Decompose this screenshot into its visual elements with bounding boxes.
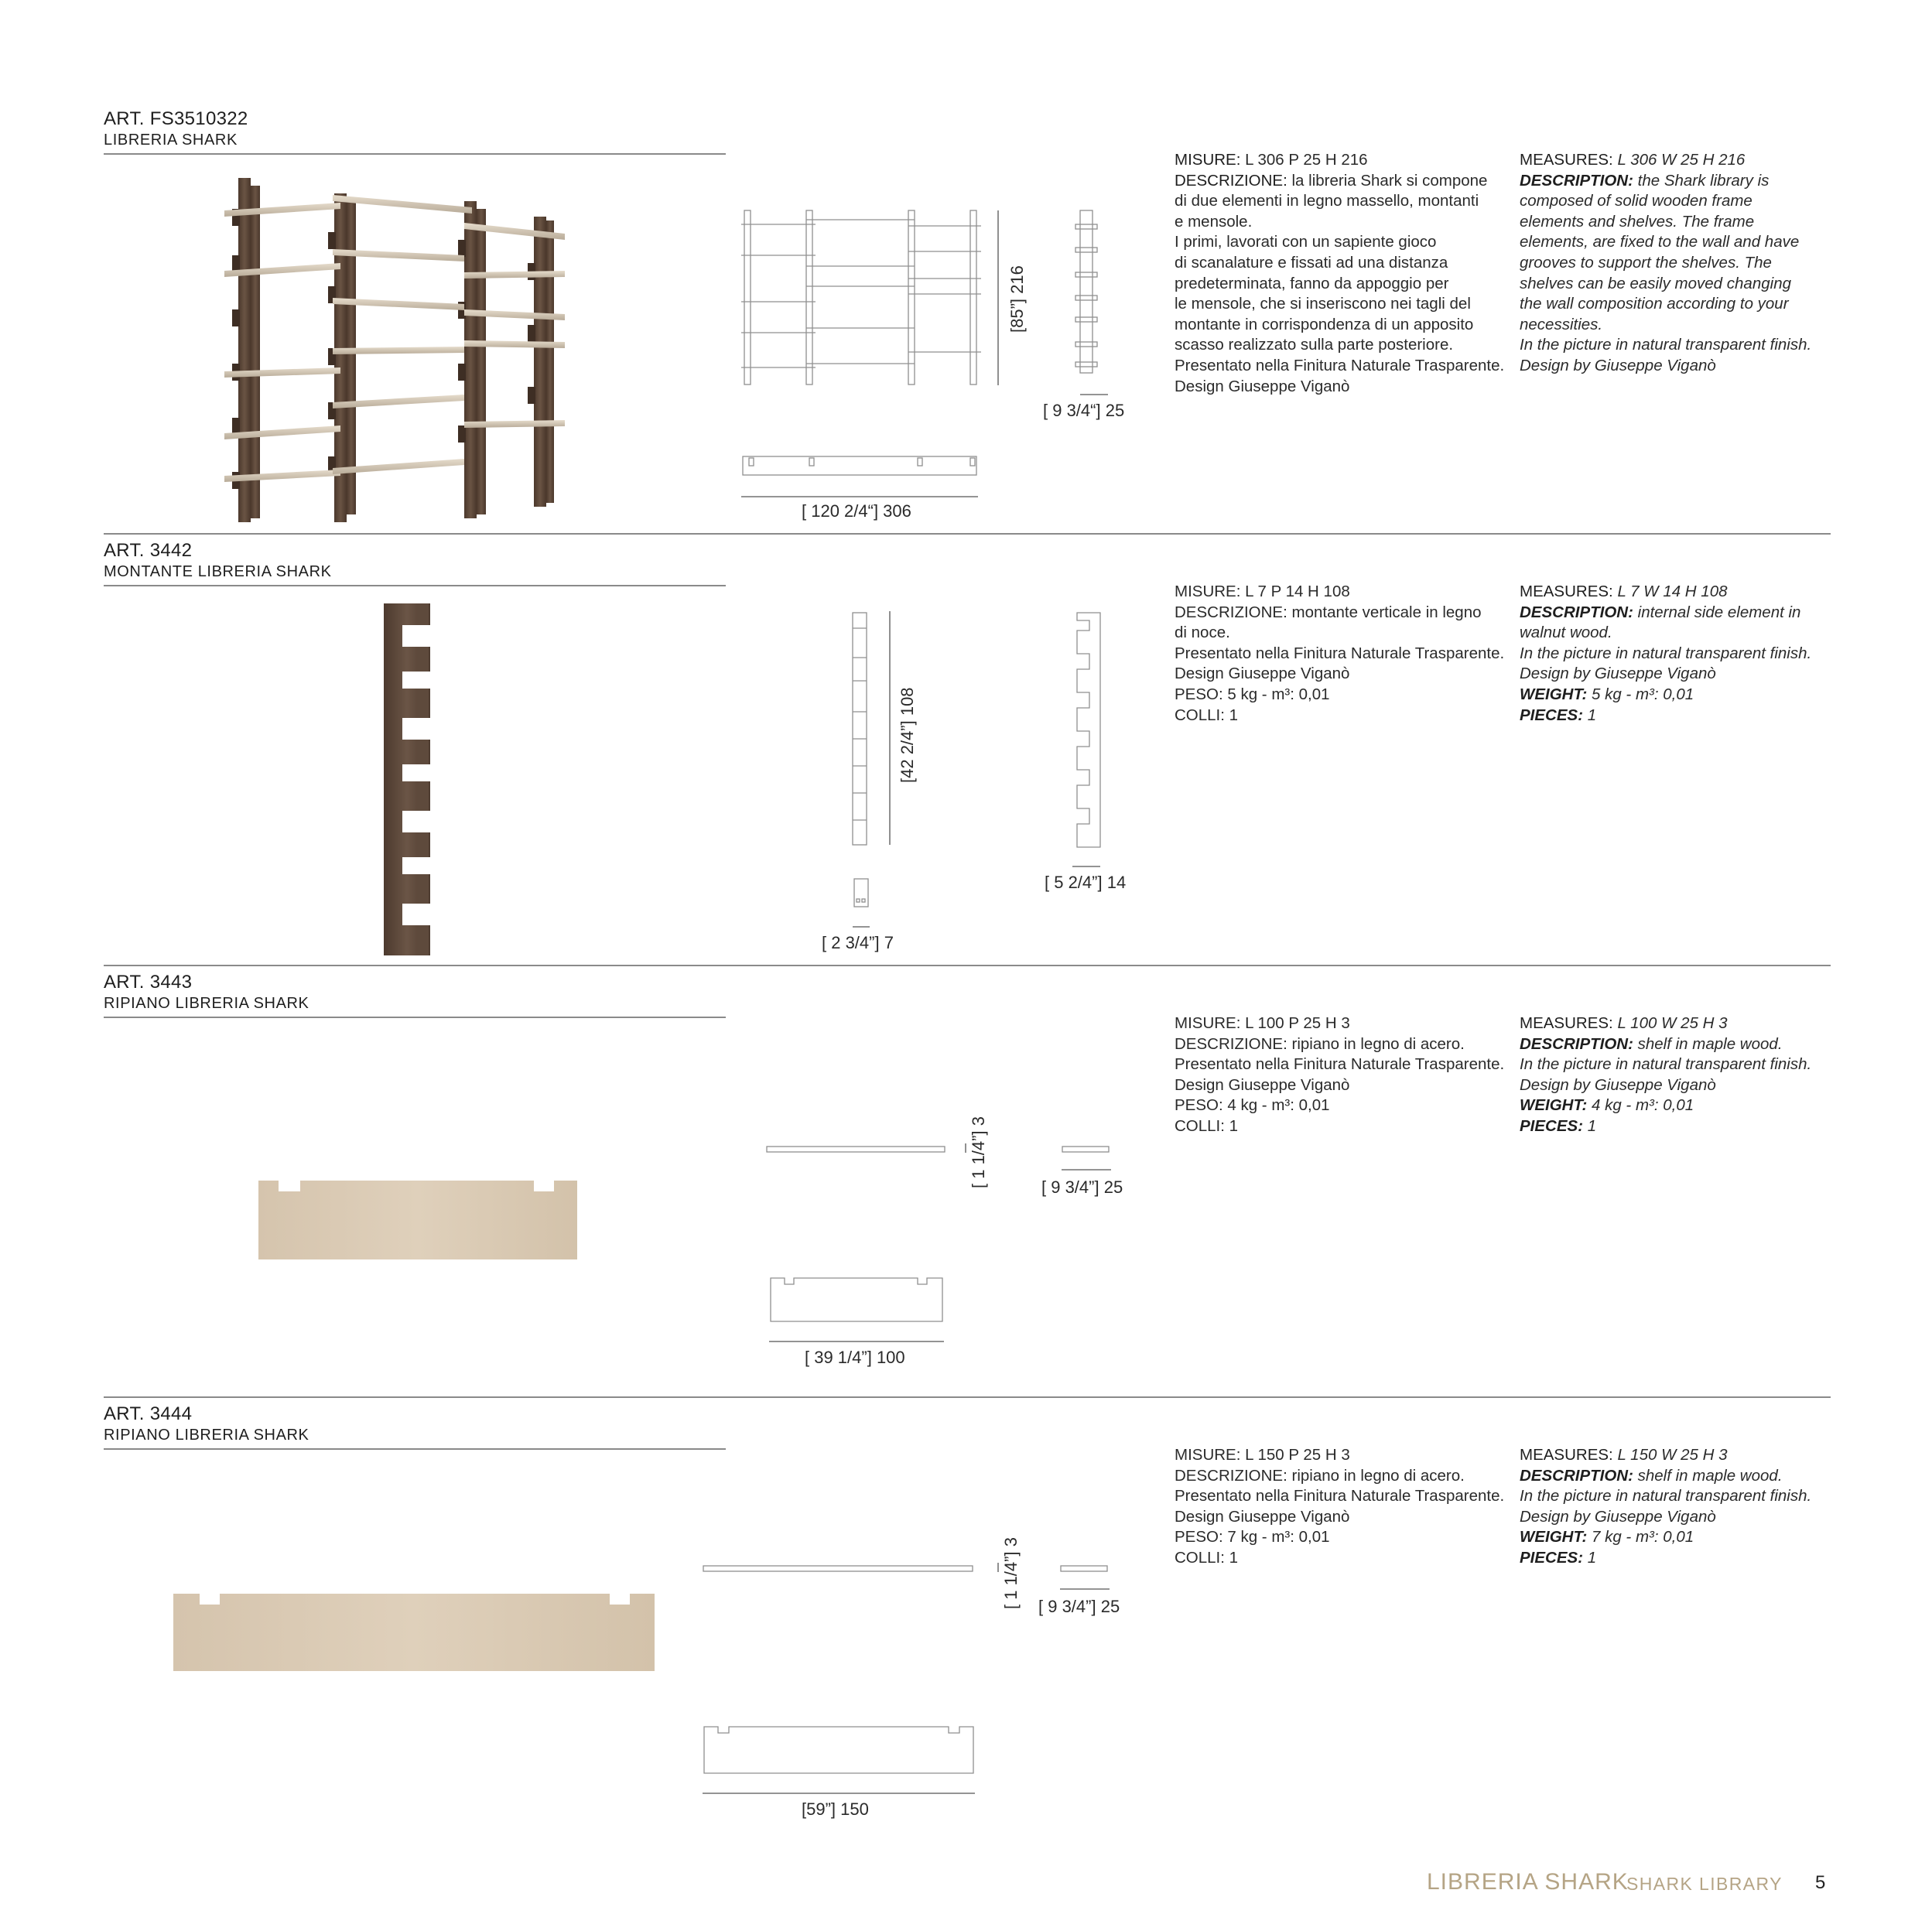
height-dimension-line [888,611,891,845]
value-measures: L 7 W 14 H 108 [1612,583,1728,600]
value-weight: 7 kg - m³: 0,01 [1587,1528,1694,1547]
label-colli: COLLI: [1175,1116,1225,1135]
desc-line: necessities. [1520,315,1603,333]
label-description: DESCRIPTION: [1520,603,1633,621]
label-weight: WEIGHT: [1520,1528,1588,1547]
label-colli: COLLI: [1175,706,1225,724]
label-measures: MEASURES: [1520,1446,1613,1464]
article-code: ART. 3442 [104,540,193,561]
desc-line: di scanalature e fissati ad una distanza [1175,253,1448,272]
section-rule [104,153,726,155]
desc-line: Design by Giuseppe Viganò [1520,1507,1716,1526]
label-weight: WEIGHT: [1520,685,1588,703]
desc-line: internal side element in [1633,603,1801,621]
desc-line: shelf in maple wood. [1633,1466,1783,1485]
section-rule [104,585,726,586]
desc-line: ripiano in legno di acero. [1287,1466,1465,1485]
label-measures: MEASURES: [1520,583,1613,600]
spec-italian [1175,1445,1505,1569]
desc-line: Design Giuseppe Viganò [1175,1075,1350,1094]
desc-line: Design by Giuseppe Viganò [1520,356,1716,374]
shelf-front-drawing [766,1145,945,1154]
desc-line: I primi, lavorati con un sapiente gioco [1175,233,1437,251]
desc-line: walnut wood. [1520,624,1612,642]
height-dimension: [ 1 1/4”] 3 [969,1116,988,1188]
label-descrizione: DESCRIZIONE: [1175,1034,1287,1053]
footer-subtitle: SHARK LIBRARY [1626,1874,1783,1894]
label-descrizione: DESCRIZIONE: [1175,1466,1287,1485]
shelf-side-drawing [1062,1145,1111,1154]
upright-photo [379,602,441,958]
depth-dimension: [ 9 3/4”] 25 [1038,1597,1120,1616]
depth-dimension-line [1080,393,1108,396]
shelf-150-photo [172,1589,656,1673]
page-number: 5 [1815,1872,1826,1893]
height-dimension: [42 2/4”] 108 [898,687,917,783]
desc-line: montante in corrispondenza di un apposito [1175,315,1474,333]
desc-line: Design Giuseppe Viganò [1175,665,1350,683]
depth-dimension-line [1060,1588,1110,1591]
shelf-plan-drawing [769,1277,944,1323]
upright-side-drawing [1072,611,1103,851]
label-colli: COLLI: [1175,1548,1225,1567]
desc-line: la libreria Shark si compone [1287,171,1488,190]
desc-line: montante verticale in legno [1287,603,1482,621]
value-peso: 5 kg - m³: 0,01 [1222,685,1330,703]
article-name: MONTANTE LIBRERIA SHARK [104,563,332,580]
value-pieces: 1 [1583,1548,1597,1567]
label-description: DESCRIPTION: [1520,1034,1633,1053]
width-dimension-line [769,1340,944,1343]
spec-english [1520,150,1837,377]
bookcase-photo [124,162,696,526]
upright-front-drawing [851,611,870,847]
label-description: DESCRIPTION: [1520,1466,1633,1485]
spec-italian [1175,582,1505,726]
label-misure: MISURE: [1175,1014,1241,1032]
spec-english [1520,1013,1837,1137]
value-measures: L 306 W 25 H 216 [1612,151,1746,169]
section-divider [104,1396,1831,1398]
shelf-100-photo [257,1176,579,1261]
value-measures: L 100 W 25 H 3 [1612,1014,1728,1032]
desc-line: Design by Giuseppe Viganò [1520,1075,1716,1094]
section-divider [104,965,1831,966]
label-misure: MISURE: [1175,151,1241,169]
height-dimension-line [964,1143,967,1153]
depth-dimension-line [1072,865,1100,868]
desc-line: Presentato nella Finitura Naturale Trasparente. [1175,1487,1505,1505]
side-elevation-drawing [1074,209,1105,375]
label-pieces: PIECES: [1520,1548,1584,1567]
desc-line: In the picture in natural transparent finish. [1520,1487,1812,1505]
label-description: DESCRIPTION: [1520,171,1633,190]
shelf-front-drawing [703,1564,975,1574]
desc-line: elements and shelves. The frame [1520,212,1755,231]
spec-italian [1175,150,1505,397]
upright-plan-drawing [853,877,870,908]
desc-line: elements, are fixed to the wall and have [1520,233,1800,251]
width-dimension: [ 2 3/4”] 7 [822,933,894,952]
spec-english [1520,1445,1837,1569]
label-pieces: PIECES: [1520,1116,1584,1135]
desc-line: In the picture in natural transparent finish. [1520,644,1812,662]
value-pieces: 1 [1583,1116,1597,1135]
desc-line: e mensole. [1175,212,1253,231]
shelf-side-drawing [1060,1564,1110,1574]
desc-line: the wall composition according to your [1520,295,1789,313]
value-weight: 5 kg - m³: 0,01 [1587,685,1694,703]
value-weight: 4 kg - m³: 0,01 [1587,1096,1694,1115]
desc-line: di noce. [1175,624,1230,642]
section-divider [104,533,1831,535]
depth-dimension: [ 9 3/4“] 25 [1043,401,1125,420]
width-dimension-line [703,1792,975,1795]
height-dimension-line [997,210,1000,385]
desc-line: the Shark library is [1633,171,1770,190]
desc-line: Presentato nella Finitura Naturale Trasparente. [1175,1055,1505,1074]
value-colli: 1 [1224,1548,1239,1567]
label-peso: PESO: [1175,685,1223,703]
desc-line: In the picture in natural transparent finish. [1520,336,1812,354]
section-rule [104,1448,726,1450]
width-dimension: [ 39 1/4”] 100 [805,1348,905,1367]
desc-line: Design Giuseppe Viganò [1175,1507,1350,1526]
value-peso: 4 kg - m³: 0,01 [1222,1096,1330,1115]
label-weight: WEIGHT: [1520,1096,1588,1115]
value-measures: L 150 W 25 H 3 [1612,1446,1728,1464]
label-descrizione: DESCRIZIONE: [1175,171,1287,190]
label-misure: MISURE: [1175,1446,1241,1464]
article-name: RIPIANO LIBRERIA SHARK [104,995,309,1012]
depth-dimension: [ 9 3/4”] 25 [1041,1177,1123,1197]
desc-line: Presentato nella Finitura Naturale Trasparente. [1175,356,1505,374]
value-misure: L 7 P 14 H 108 [1240,583,1350,600]
desc-line: Design Giuseppe Viganò [1175,377,1350,395]
label-measures: MEASURES: [1520,1014,1613,1032]
label-peso: PESO: [1175,1096,1223,1115]
shelf-plan-drawing [703,1725,975,1775]
plan-view-drawing [741,455,978,478]
depth-dimension: [ 5 2/4”] 14 [1045,873,1127,892]
desc-line: Presentato nella Finitura Naturale Trasparente. [1175,644,1505,662]
desc-line: Design by Giuseppe Viganò [1520,665,1716,683]
desc-line: di due elementi in legno massello, montanti [1175,192,1479,210]
value-misure: L 100 P 25 H 3 [1240,1014,1350,1032]
article-name: RIPIANO LIBRERIA SHARK [104,1427,309,1444]
spec-italian [1175,1013,1505,1137]
label-pieces: PIECES: [1520,706,1584,724]
width-dimension: [ 120 2/4“] 306 [802,501,911,521]
desc-line: grooves to support the shelves. The [1520,253,1772,272]
width-dimension-line [853,925,870,928]
desc-line: shelf in maple wood. [1633,1034,1783,1053]
label-misure: MISURE: [1175,583,1241,600]
spec-english [1520,582,1837,726]
height-dimension: [85”] 216 [1007,265,1027,333]
label-peso: PESO: [1175,1528,1223,1547]
value-misure: L 150 P 25 H 3 [1240,1446,1350,1464]
article-name: LIBRERIA SHARK [104,132,238,149]
desc-line: predeterminata, fanno da appoggio per [1175,274,1449,292]
desc-line: In the picture in natural transparent finish. [1520,1055,1812,1074]
article-code: ART. 3444 [104,1403,193,1424]
value-colli: 1 [1224,1116,1239,1135]
label-descrizione: DESCRIZIONE: [1175,603,1287,621]
height-dimension: [ 1 1/4”] 3 [1001,1537,1021,1609]
value-pieces: 1 [1583,706,1597,724]
front-elevation-drawing [741,209,989,387]
width-dimension-line [741,495,978,498]
value-misure: L 306 P 25 H 216 [1240,151,1368,169]
desc-line: le mensole, che si inseriscono nei tagli del [1175,295,1471,313]
article-code: ART. FS3510322 [104,108,248,129]
article-code: ART. 3443 [104,972,193,993]
section-rule [104,1017,726,1018]
desc-line: composed of solid wooden frame [1520,192,1752,210]
value-colli: 1 [1224,706,1239,724]
desc-line: scasso realizzato sulla parte posteriore. [1175,336,1454,354]
desc-line: ripiano in legno di acero. [1287,1034,1465,1053]
height-dimension-line [997,1563,1000,1572]
label-measures: MEASURES: [1520,151,1613,169]
depth-dimension-line [1062,1168,1111,1171]
width-dimension: [59”] 150 [802,1799,869,1819]
value-peso: 7 kg - m³: 0,01 [1222,1528,1330,1547]
desc-line: shelves can be easily moved changing [1520,274,1791,292]
footer-title: LIBRERIA SHARK [1427,1869,1629,1895]
